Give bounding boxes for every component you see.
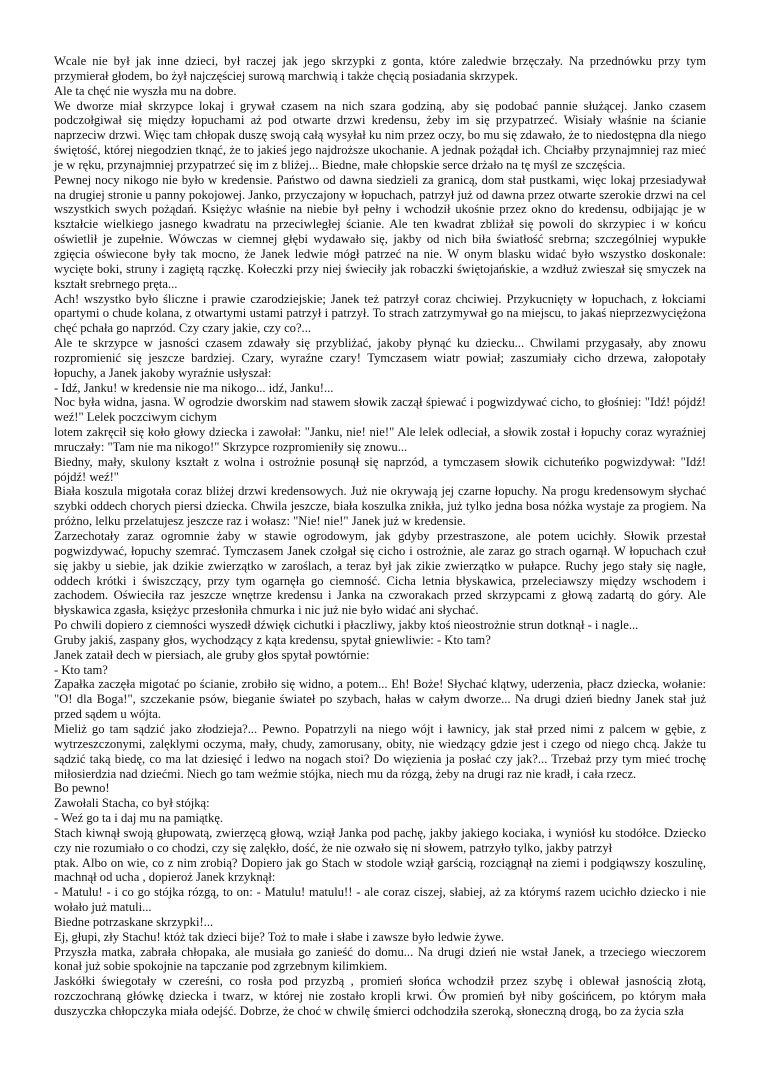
paragraph: We dworze miał skrzypce lokaj i grywał czasem na nich szara godziną, aby się podobać pannie służącej. Janko czasem podczołgiwał się między łopuchami aż pod otwarte drzwi kredensu, żeby im się przypatrzeć. Wisiały właśnie na ścianie naprzeciw drzwi. Więc tam chłopak duszę swoją całą wysyłał ku nim przez oczy, bo mu się zdawało, że to niedostępna dla niego świętość, której niegodzien tknąć, że to jakieś jego najdroższe ukochanie. A jednak pożądał ich. Chciałby przynajmniej raz mieć je w ręku, przynajmniej przypatrzeć się im z bliżej... Biedne, małe chłopskie serce drżało na tę myśl ze szczęścia.: [54, 98, 706, 172]
paragraph: Biedny, mały, skulony kształt z wolna i ostrożnie posunął się naprzód, a tymczasem słowik cichuteńko pogwizdywał: "Idź! pójdź! weź!": [54, 454, 706, 484]
paragraph: Zapałka zaczęła migotać po ścianie, zrobiło się widno, a potem... Eh! Boże! Słychać klątwy, uderzenia, płacz dziecka, wołanie: "O! dla Boga!", szczekanie psów, bieganie świateł po szybach, hałas w całym dworze... Na drugi dzień biedny Janek stał już przed sądem u wójta.: [54, 677, 706, 722]
paragraph: Mieliż go tam sądzić jako złodzieja?... Pewno. Popatrzyli na niego wójt i ławnicy, jak stał przed nimi z palcem w gębie, z wytrzeszczonymi, zalęklymi oczyma, mały, chudy, zamorusany, obity, nie wiedzący gdzie jest i czego od niego chcą. Jakże tu sądzić taką biedę, co ma lat dziesięć i ledwo na nogach stoi? Do więzienia ja posłać czy jak?... Trzebaż przy tym mieć trochę miłosierdzia nad dziećmi. Niech go tam weźmie stójka, niech mu da rózgą, żeby na drugi raz nie kradł, i cała rzecz.: [54, 721, 706, 781]
paragraph: Bo pewno!: [54, 781, 110, 796]
paragraph: Ej, głupi, zły Stachu! któż tak dzieci bije? Toż to małe i słabe i zawsze było ledwie żywe.: [54, 929, 505, 944]
paragraph: Zawołali Stacha, co był stójką:: [54, 796, 210, 811]
paragraph: Ale te skrzypce w jasności czasem zdawały się przybliżać, jakoby płynąć ku dziecku... Chwilami przygasały, aby znowu rozpromienić się jeszcze bardziej. Czary, wyraźne czary! Tymczasem wiatr powiał; zaszumiały cicho drzewa, załopotały łopuchy, a Janek jakoby wyraźnie usłyszał:: [54, 336, 706, 380]
paragraph: Ach! wszystko było śliczne i prawie czarodziejskie; Janek też patrzył coraz chciwiej. Przykucnięty w łopuchach, z łokciami opartymi o chude kolana, z otwartymi ustami patrzył i patrzył. To strach zatrzymywał go na miejscu, to jakaś nieprzezwyciężona chęć pchała go naprzód. Czy czary jakie, czy co?...: [54, 291, 706, 336]
paragraph: lotem zakręcił się koło głowy dziecka i zawołał: "Janku, nie! nie!" Ale lelek odleciał, a słowik został i łopuchy coraz wyraźniej mruczały: "Tam nie ma nikogo!" Skrzypce rozpromieniły się znowu...: [54, 425, 706, 454]
paragraph: Przyszła matka, zabrała chłopaka, ale musiała go zanieść do domu... Na drugi dzień nie wstał Janek, a trzeciego wieczorem konał już sobie spokojnie na tapczanie pod zgrzebnym kilimkiem.: [54, 944, 706, 974]
dialogue-line: - Idź, Janku! w kredensie nie ma nikogo... idź, Janku!...: [54, 380, 334, 395]
paragraph: ptak. Albo on wie, co z nim zrobią? Dopiero jak go Stach w stodole wziął garścią, rozciągnął na ziemi i podgiąwszy koszulinę, machnął od ucha , dopieroż Janek krzyknął:: [54, 855, 706, 885]
dialogue-line: - Kto tam?: [54, 662, 108, 677]
paragraph: Po chwili dopiero z ciemności wyszedł dźwięk cichutki i płaczliwy, jakby ktoś nieostrożnie strun dotknął - i nagle...: [54, 618, 639, 633]
paragraph: Ale ta chęć nie wyszła mu na dobre.: [54, 83, 237, 98]
paragraph: Stach kiwnął swoją głupowatą, zwierzęcą głową, wziął Janka pod pachę, jakby jakiego kociaka, i wyniósł ku stodółce. Dziecko czy nie rozumiało o co chodzi, czy się zalękło, dość, że nie ozwało się ni słowem, patrzyło tylko, jakby patrzył: [54, 825, 706, 855]
dialogue-line: - Weź go ta i daj mu na pamiątkę.: [54, 811, 224, 826]
paragraph: Jaskółki świegotały w czereśni, co rosła pod przyzbą , promień słońca wchodził przez szybę i oblewał jasnością złotą, rozczochraną główkę dziecka i twarz, w której nie zostało kropli krwi. Ów promień był niby gościńcem, po którym mała duszyczka chłopczyka miała odejść. Dobrze, że choć w chwilę śmierci odchodziła szeroką, słoneczną drogą, bo za życia szła: [54, 974, 706, 1018]
dialogue-line: - Matulu! - i co go stójka rózgą, to on: - Matulu! matulu!! - ale coraz ciszej, słabiej, aż za którymś razem ucichło dziecko i nie wołało już matuli...: [54, 885, 706, 915]
paragraph: Zarzechotały zaraz ogromnie żaby w stawie ogrodowym, jak gdyby przestraszone, ale potem ucichły. Słowik przestał pogwizdywać, łopuchy szemrać. Tymczasem Janek czołgał się cicho i ostrożnie, ale zaraz go strach ogarnął. W łopuchach czuł się jakby u siebie, jak dzikie zwierzątko w zaroślach, a teraz był jak zikie zwierzątko w pułapce. Ruchy jego stały się nagłe, oddech krótki i świszczący, przy tym ogarnęła go ciemność. Cicha letnia błyskawica, przeleciawszy między wschodem i zachodem. Oświeciła raz jeszcze wnętrze kredensu i Janka na czworakach przed skrzypcami z głową zadartą do góry. Ale błyskawica zgasła, księżyc przesłoniła chmurka i nic już nie było widać ani słychać.: [54, 529, 706, 618]
paragraph: Janek zataił dech w piersiach, ale gruby głos spytał powtórnie:: [54, 647, 370, 662]
paragraph: Gruby jakiś, zaspany głos, wychodzący z kąta kredensu, spytał gniewliwie: - Kto tam?: [54, 632, 491, 647]
paragraph: Pewnej nocy nikogo nie było w kredensie. Państwo od dawna siedzieli za granicą, dom stał pustkami, więc lokaj przesiadywał na drugiej stronie u panny pokojowej. Janko, przyczajony w łopuchach, patrzył już od dawna przez otwarte szerokie drzwi na cel wszystkich swych pożądań. Księżyc właśnie na niebie był pełny i wchodził ukośnie przez okno do kredensu, odbijając je w kształcie wielkiego jasnego kwadratu na przeciwległej ścianie. Ale ten kwadrat zbliżał się powoli do skrzypiec i w końcu oświetlił je zupełnie. Wówczas w ciemnej głębi wydawało się, jakby od nich biła światłość srebrna; szczególniej wypukłe zgięcia oświecone były tak mocno, że Janek ledwie mógł patrzeć na nie. W onym blasku widać było wszystko doskonale: wycięte boki, struny i zagiętą rączkę. Kołeczki przy niej świeciły jak robaczki świętojańskie, a wzdłuż zwieszał się smyczek na kształt srebrnego pręta...: [54, 172, 706, 291]
paragraph: Noc była widna, jasna. W ogrodzie dworskim nad stawem słowik zaczął śpiewać i pogwizdywać cicho, to głośniej: "Idź! pójdź! weź!" Lelek poczciwym cichym: [54, 395, 706, 425]
paragraph: Biała koszula migotała coraz bliżej drzwi kredensowych. Już nie okrywają jej czarne łopuchy. Na progu kredensowym słychać szybki oddech chorych piersi dziecka. Chwila jeszcze, biała koszulka znikła, już tylko jedna bosa nóżka wystaje za progiem. Na próżno, lelku przelatujesz jeszcze raz i wołasz: "Nie! nie!" Janek już w kredensie.: [54, 484, 706, 529]
paragraph: Biedne potrzaskane skrzypki!...: [54, 914, 214, 929]
paragraph: Wcale nie był jak inne dzieci, był raczej jak jego skrzypki z gonta, które zaledwie brzęczały. Na przednówku przy tym przymierał głodem, bo żył najczęściej surową marchwią i także chęcią posiadania skrzypek.: [54, 54, 706, 83]
